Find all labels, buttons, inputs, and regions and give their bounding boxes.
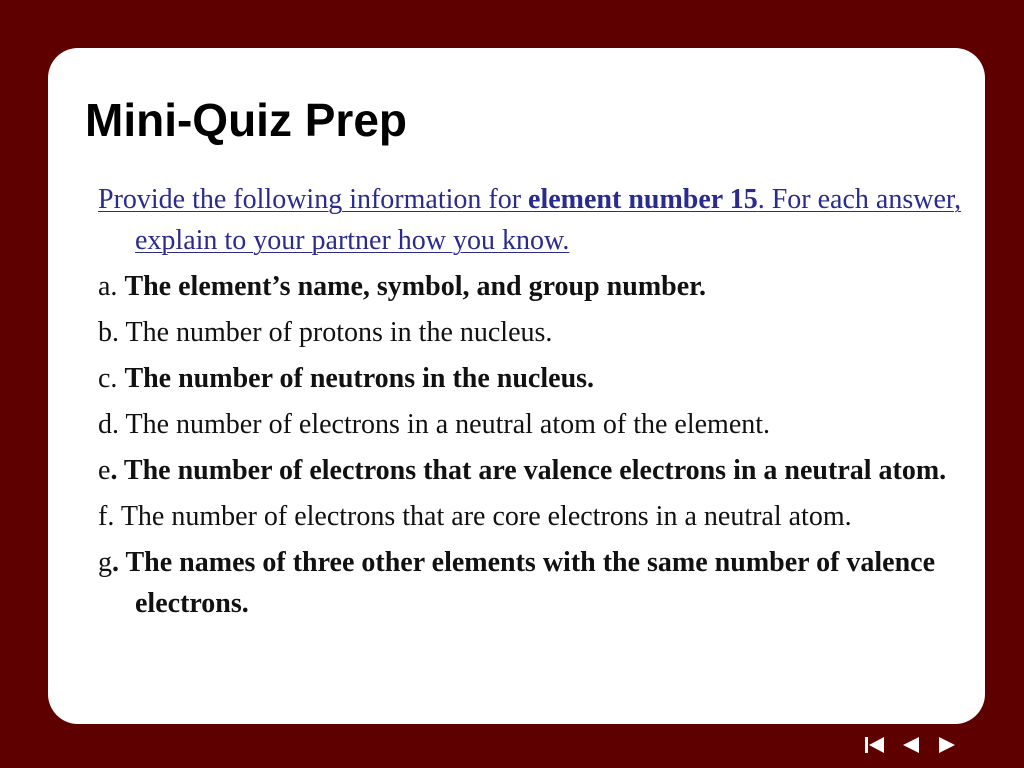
list-item-c <box>98 358 978 399</box>
item-prefix: d. <box>98 409 126 440</box>
list-item-a <box>98 266 978 307</box>
list-item-g <box>98 542 978 624</box>
slide-body <box>98 179 978 629</box>
item-text: The number of neutrons in the nucleus. <box>124 363 595 394</box>
item-prefix: e <box>98 455 111 486</box>
slide-title: Mini-Quiz Prep <box>85 94 407 146</box>
intro-text-start: Provide the following information for <box>98 184 529 215</box>
first-slide-icon[interactable] <box>864 736 886 754</box>
item-prefix: b. <box>98 317 126 348</box>
slide-content-card <box>48 48 985 724</box>
item-prefix: g <box>98 547 112 578</box>
list-item-f <box>98 496 978 537</box>
list-item-d <box>98 404 978 445</box>
item-text: . The number of electrons that are valence electrons in a neutral atom. <box>110 455 947 486</box>
previous-slide-icon[interactable] <box>900 736 922 754</box>
item-text: The number of electrons in a neutral atom of the element. <box>125 409 771 440</box>
list-item-b <box>98 312 978 353</box>
intro-element-number: element number 15 <box>528 184 758 215</box>
intro-paragraph <box>98 179 978 261</box>
item-text: The number of protons in the nucleus. <box>125 317 553 348</box>
item-text: The element’s name, symbol, and group number. <box>124 271 707 302</box>
intro-text-end: . For each answer, explain to your partner how you know. <box>135 184 962 256</box>
item-text: . The names of three other elements with the same number of valence electrons. <box>112 547 936 619</box>
list-item-e <box>98 450 978 491</box>
item-prefix: a. <box>98 271 125 302</box>
next-slide-icon[interactable] <box>936 736 958 754</box>
slide-navigation <box>864 736 958 754</box>
item-text: The number of electrons that are core electrons in a neutral atom. <box>120 501 852 532</box>
item-prefix: f. <box>98 501 121 532</box>
item-prefix: c. <box>98 363 125 394</box>
